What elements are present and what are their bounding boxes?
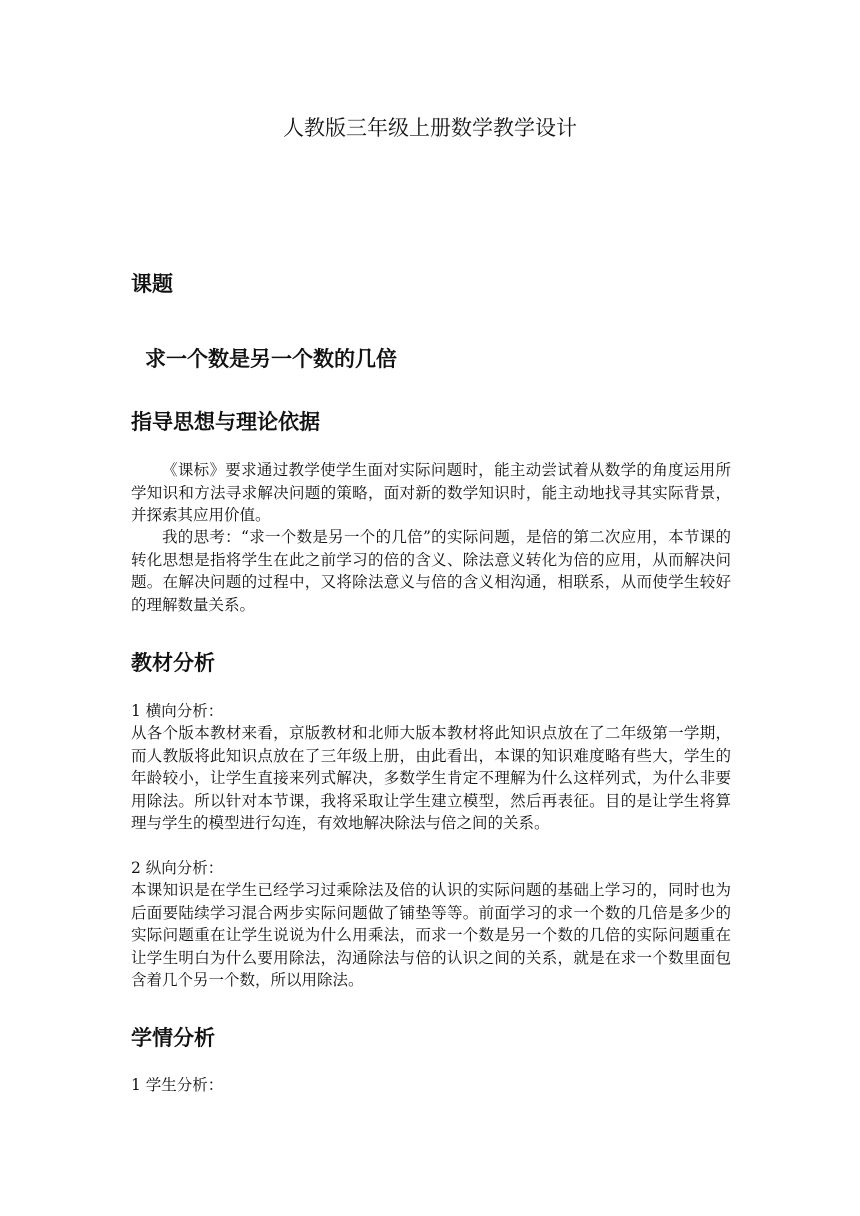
document-title: 人教版三年级上册数学教学设计: [283, 116, 577, 140]
learner-heading: 学情分析: [131, 1026, 215, 1050]
material-item1-label: 1 横向分析：: [131, 702, 224, 720]
guiding-paragraph-2: 我的思考：“求一个数是另一个的几倍”的实际问题，是倍的第二次应用，本节课的转化思想是指将学生在此之前学习的倍的含义、除法意义转化为倍的应用，从而解决问题。在解决问题的过程中，又将除法意义与倍的含义相沟通，相联系，从而使学生较好的理解数量关系。: [131, 528, 731, 614]
topic-heading: 课题: [131, 272, 173, 296]
material-item2-label: 2 纵向分析：: [131, 859, 224, 877]
material-item2-text: 本课知识是在学生已经学习过乘除法及倍的认识的实际问题的基础上学习的，同时也为后面要陆续学习混合两步实际问题做了铺垫等等。前面学习的求一个数的几倍是多少的实际问题重在让学生说说为什么用乘法，而求一个数是另一个数的几倍的实际问题重在让学生明白为什么要用除法，沟通除法与倍的认识之间的关系，就是在求一个数里面包含着几个另一个数，所以用除法。: [131, 881, 731, 989]
topic-subtitle: 求一个数是另一个数的几倍: [145, 347, 397, 371]
learner-item1-label: 1 学生分析：: [131, 1076, 224, 1094]
guiding-heading: 指导思想与理论依据: [131, 410, 320, 434]
guiding-paragraph-1: 《课标》要求通过教学使学生面对实际问题时，能主动尝试着从数学的角度运用所学知识和方法寻求解决问题的策略，面对新的数学知识时，能主动地找寻其实际背景，并探索其应用价值。: [131, 461, 731, 524]
material-heading: 教材分析: [131, 651, 215, 675]
material-item1-text: 从各个版本教材来看，京版教材和北师大版本教材将此知识点放在了二年级第一学期，而人教版将此知识点放在了三年级上册，由此看出，本课的知识难度略有些大，学生的年龄较小，让学生直接来列式解决，多数学生肯定不理解为什么这样列式，为什么非要用除法。所以针对本节课，我将采取让学生建立模型，然后再表征。目的是让学生将算理与学生的模型进行勾连，有效地解决除法与倍之间的关系。: [131, 724, 731, 832]
